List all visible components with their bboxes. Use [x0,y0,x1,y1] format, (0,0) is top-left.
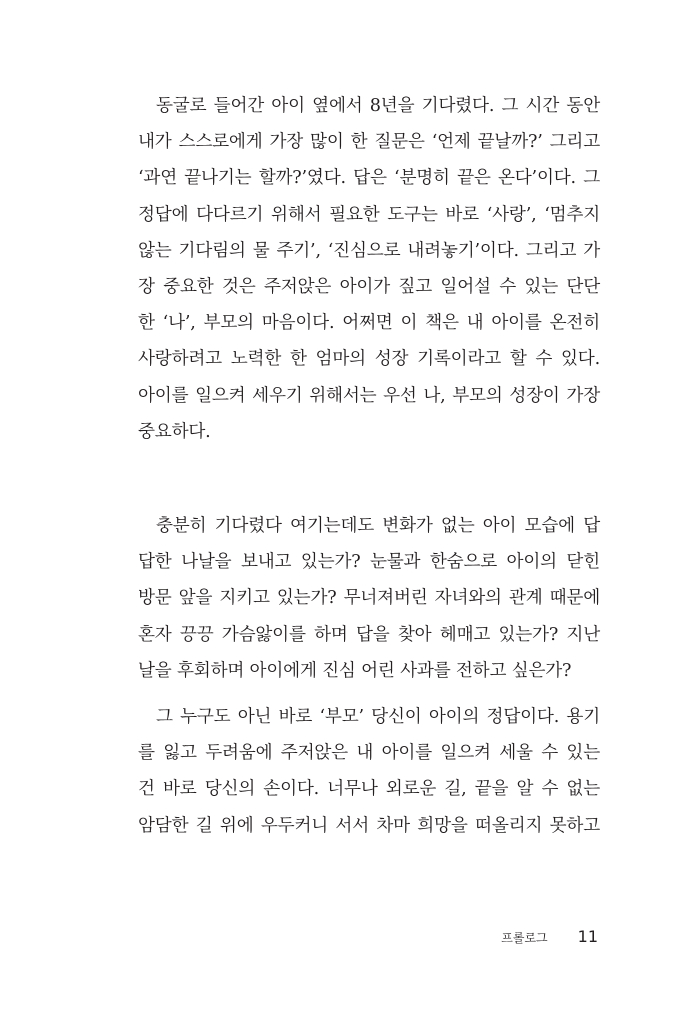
text-line: 않는 기다림의 물 주기’, ‘진심으로 내려놓기’이다. 그리고 가 [138,240,600,261]
text-line: ‘과연 끝나기는 할까?’였다. 답은 ‘분명히 끝은 온다’이다. 그 [138,168,600,189]
text-line: 답한 나날을 보내고 있는가? 눈물과 한숨으로 아이의 닫힌 [138,552,600,573]
text-line: 방문 앞을 지키고 있는가? 무너져버린 자녀와의 관계 때문에 [138,588,600,609]
paragraph-1 [138,88,600,450]
paragraph-2 [138,508,600,689]
page-footer [501,927,598,946]
text-line: 내가 스스로에게 가장 많이 한 질문은 ‘언제 끝날까?’ 그리고 [138,132,600,153]
text-line: 를 잃고 두려움에 주저앉은 내 아이를 일으켜 세울 수 있는 [138,743,600,764]
running-title: 프롤로그 [501,931,548,945]
text-line: 사랑하려고 노력한 한 엄마의 성장 기록이라고 할 수 있다. [138,349,600,370]
text-line: 중요하다. [138,421,211,442]
text-line: 한 ‘나’, 부모의 마음이다. 어쩌면 이 책은 내 아이를 온전히 [138,313,600,334]
text-line: 동굴로 들어간 아이 옆에서 8년을 기다렸다. 그 시간 동안 [156,96,600,116]
text-line: 아이를 일으켜 세우기 위해서는 우선 나, 부모의 성장이 가장 [138,385,600,406]
paragraph-3 [138,699,600,844]
text-line: 혼자 끙끙 가슴앓이를 하며 답을 찾아 헤매고 있는가? 지난 [138,624,600,645]
text-line: 건 바로 당신의 손이다. 너무나 외로운 길, 끝을 알 수 없는 [138,779,600,800]
text-line: 정답에 다다르기 위해서 필요한 도구는 바로 ‘사랑’, ‘멈추지 [138,204,600,225]
text-line: 날을 후회하며 아이에게 진심 어린 사과를 전하고 싶은가? [138,660,572,681]
text-line: 그 누구도 아닌 바로 ‘부모’ 당신이 아이의 정답이다. 용기 [156,707,600,727]
text-line: 암담한 길 위에 우두커니 서서 차마 희망을 떠올리지 못하고 [138,815,600,836]
page-number: 11 [577,927,598,946]
text-line: 장 중요한 것은 주저앉은 아이가 짚고 일어설 수 있는 단단 [138,276,600,297]
text-line: 충분히 기다렸다 여기는데도 변화가 없는 아이 모습에 답 [156,516,600,536]
